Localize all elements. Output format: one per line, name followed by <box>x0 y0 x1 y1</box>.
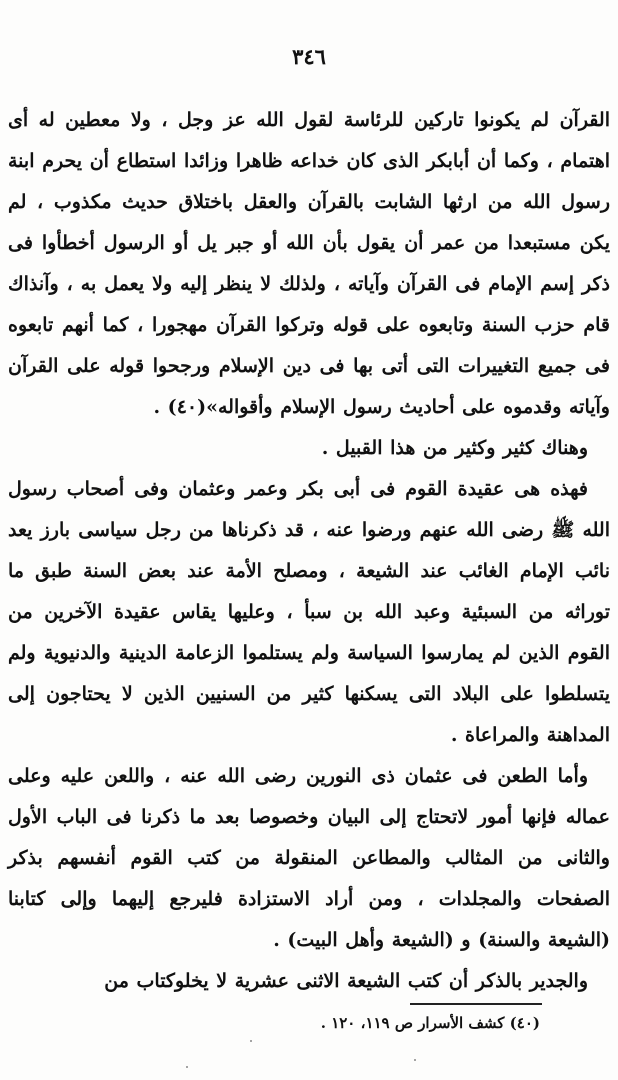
paragraph-4: وأما الطعن فى عثمان ذى النورين رضى الله عنه ، واللعن عليه وعلى عماله فإنها أمور لاتحتاج إلى البيان وخصوصا بعد ما ذكرنا فى الباب الأول والثانى من المثالب والمطاعن المنقولة من كتب القوم أنفسهم بذكر الصفحات والمجلدات ، ومن أراد الاستزادة فليرجع إليهما وإلى كتابنا (الشيعة والسنة) و (الشيعة وأهل البيت) . <box>8 765 611 951</box>
page-number: ٣٤٦ <box>292 44 326 69</box>
paragraph-1: القرآن لم يكونوا تاركين للرئاسة لقول الله عز وجل ، ولا معطين له أى اهتمام ، وكما أن أبابكر الذى كان خداعه ظاهرا وزائدا استطاع أن يحرم ابنة رسول الله من ارثها الشابت بالقرآن والعقل باختلاق حديث مكذوب ، لم يكن مستبعدا من عمر أن يقول بأن الله أو جبر يل أو الرسول أخطأوا فى ذكر إسم الإمام فى القرآن وآياته ، ولذلك لا ينظر إليه ولا يعمل به ، وآنذاك قام حزب السنة وتابعوه على قوله وتركوا القرآن مهجورا ، كما أنهم تابعوه فى جميع التغييرات التى أتى بها فى دين الإسلام ورجحوا قوله على القرآن وآياته وقدموه على أحاديث رسول الإسلام وأقواله»(٤٠) . <box>8 109 610 418</box>
scan-speck <box>250 1040 252 1042</box>
paragraph-2: وهناك كثير وكثير من هذا القبيل . <box>321 437 588 459</box>
paragraph-3: فهذه هى عقيدة القوم فى أبى بكر وعمر وعثمان وفى أصحاب رسول الله ﷺ رضى الله عنهم ورضوا عنه ، قد ذكرناها من رجل سياسى بارز يعد نائب الإمام الغائب عند الشيعة ، ومصلح الأمة عند بعض السنة طبق ما توراثه من السبئية وعبد الله بن سبأ ، وعليها يقاس عقيدة الآخرين من القوم الذين لم يمارسوا السياسة ولم يستلموا الزعامة الدينية والدنيوية ولم يتسلطوا على البلاد التى يسكنها كثير من السنيين الذين لا يحتاجون إلى المداهنة والمراعاة . <box>8 478 610 746</box>
scan-speck <box>186 1066 188 1068</box>
body-text <box>8 100 610 1002</box>
paragraph-5: والجدير بالذكر أن كتب الشيعة الاثنى عشرية لا يخلوكتاب من <box>104 970 588 992</box>
footnote-separator <box>410 1003 542 1005</box>
scan-speck <box>414 1059 416 1061</box>
footnote: (٤٠) كشف الأسرار ص ١١٩، ١٢٠ . <box>320 1014 540 1032</box>
